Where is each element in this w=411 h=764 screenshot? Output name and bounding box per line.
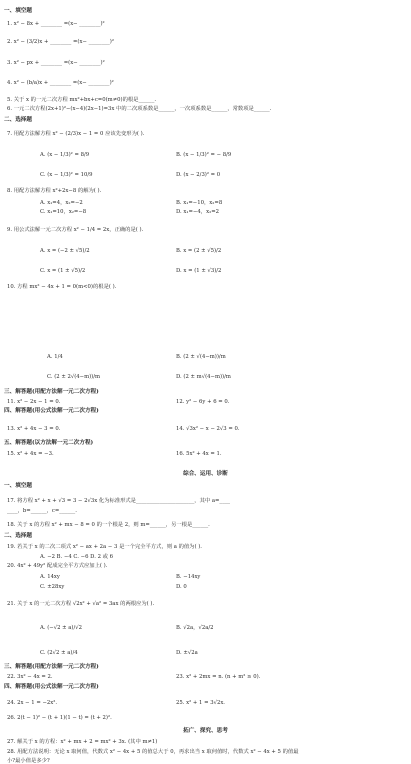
q7-option-d: D. (x − 2/3)² = 0: [176, 172, 221, 178]
question-5: 5. 关于 x 的一元二次方程 mx²+bx+c=0(m≠0)的根是______.: [7, 97, 157, 103]
q10-option-a: A. 1/4: [47, 354, 63, 360]
q8-option-b: B. x₁=−10，x₂=8: [176, 200, 223, 206]
q10-option-d: D. (2 ± m√(4−m))/m: [176, 374, 231, 380]
q7-option-b: B. (x − 1/3)² = − 8/9: [176, 152, 232, 158]
q9-option-c: C. x = (1 ± √5)/2: [40, 268, 86, 274]
cropped-header: [0, 0, 411, 3]
part2-choice-heading: 二、选择题: [4, 533, 32, 539]
question-17-cont: ____，b=______，c=______.: [7, 508, 77, 514]
question-24: 24. 2x − 1 = −2x².: [7, 700, 58, 706]
q9-option-b: B. x = (2 ± √5)/2: [176, 248, 222, 254]
question-15: 15. x² + 4x = −3.: [7, 451, 54, 457]
section-4-heading: 四、解答题(用公式法解一元二次方程): [4, 408, 99, 414]
q10-option-b: B. (2 ± √(4−m))/m: [176, 354, 226, 360]
q21-option-d: D. ±√2a: [176, 650, 198, 656]
q7-option-a: A. (x − 1/3)² = 8/9: [40, 152, 90, 158]
question-12: 12. y² − 6y + 6 = 0.: [176, 399, 230, 405]
question-21: 21. 关于 x 的一元二次方程 √2x² + √a² = 3ax 的两根应为( ).: [7, 601, 155, 607]
question-25: 25. x² + 1 = 3√2x.: [176, 700, 225, 706]
q10-option-c: C. (2 ± 2√(4−m))/m: [47, 374, 101, 380]
part3-title: 拓广、探究、思考: [183, 728, 228, 734]
section-5-heading: 五、解答题(以方法解一元二次方程): [4, 440, 94, 446]
question-28: 28. 用配方法说明：无论 x 取何值，代数式 x² − 4x + 5 的值总大于 0，再求出当 x 取何值时，代数式 x² − 4x + 5 的值最: [7, 749, 299, 755]
question-17: 17. 将方程 x² + x + √3 = 3 − 2√3x 化为标准形式是______________________，其中 a=____: [7, 498, 231, 504]
q8-option-a: A. x₁=4，x₂=−2: [40, 200, 83, 206]
part2-title: 综合、运用、诊断: [183, 471, 228, 477]
q20-option-b: B. −14xy: [176, 574, 201, 580]
question-7: 7. 用配方法解方程 x² − (2/3)x − 1 = 0 应该先变形为( ).: [7, 131, 145, 137]
q20-option-c: C. ±28xy: [40, 584, 65, 590]
question-23: 23. x² + 2mx = n. (n + m² ≥ 0).: [176, 674, 261, 680]
q21-option-b: B. √2a，√2a/2: [176, 625, 214, 631]
question-18: 18. 关于 x 的方程 x² + mx − 8 = 0 的一个根是 2，则 m=______，另一根是______.: [7, 522, 210, 528]
question-10: 10. 方程 mx² − 4x + 1 = 0(m<0)的根是( ).: [7, 284, 117, 290]
section-3-heading: 三、解答题(用配方法解一元二次方程): [4, 389, 99, 395]
q8-option-d: D. x₁=−4，x₂=2: [176, 209, 219, 215]
question-6: 6. 一元二次方程(2x+1)²−(x−4)(2x−1)=3x 中的二次项系数是______，一次项系数是______，常数项是______.: [7, 106, 272, 112]
q9-option-d: D. x = (1 ± √3)/2: [176, 268, 222, 274]
section-choice-heading: 二、选择题: [4, 117, 32, 123]
section-fill-heading: 一、填空题: [4, 8, 32, 14]
q9-option-a: A. x = (−2 ± √5)/2: [40, 248, 90, 254]
question-19: 19. 若关于 x 的二次二项式 x² − ax + 2a − 3 是一个完全平方式，则 a 的值为( ).: [7, 544, 202, 550]
q20-option-d: D. 0: [176, 584, 187, 590]
q21-option-c: C. (2√2 ± a)/4: [40, 650, 78, 656]
question-16: 16. 5x² + 4x = 1.: [176, 451, 222, 457]
question-1: 1. x² − 8x + ________ =(x− ________)²: [7, 21, 105, 27]
q8-option-c: C. x₁=10，x₂=−8: [40, 209, 87, 215]
question-2: 2. x² − (3/2)x + ________ =(x− ________)²: [7, 39, 114, 45]
part2-fill-heading: 一、填空题: [4, 483, 32, 489]
q20-option-a: A. 14xy: [40, 574, 60, 580]
question-11: 11. x² − 2x − 1 = 0.: [7, 399, 61, 405]
q19-options: A. −2 B. −4 C. −6 D. 2 或 6: [40, 554, 113, 560]
question-4: 4. x² − (b/a)x + ________ =(x− ________)²: [7, 80, 114, 86]
question-22: 22. 3x² − 4x = 2.: [7, 674, 53, 680]
part2-section-3-heading: 三、解答题(用配方法解一元二次方程): [4, 664, 99, 670]
question-14: 14. √3x² − x − 2√3 = 0.: [176, 426, 240, 432]
q7-option-c: C. (x − 1/3)² = 10/9: [40, 172, 93, 178]
question-20: 20. 4x² + 49y² 配成完全平方式应加上( ).: [7, 563, 108, 569]
question-8: 8. 用配方法解方程 x²+2x−8 的解为( ).: [7, 188, 102, 194]
question-13: 13. x² + 4x − 3 = 0.: [7, 426, 61, 432]
question-28-cont: 小?最小值是多少?: [7, 758, 50, 764]
question-3: 3. x² − px + ________ =(x− ________)²: [7, 60, 105, 66]
question-27: 27. 解关于 x 的方程：x² + mx + 2 = mx² + 3x. (其中 m≠1): [7, 739, 158, 745]
question-9: 9. 用公式法解一元二次方程 x² − 1/4 = 2x，正确的是( ).: [7, 227, 144, 233]
part2-section-4-heading: 四、解答题(用公式法解一元二次方程): [4, 684, 99, 690]
q21-option-a: A. (−√2 ± a)/√2: [40, 625, 83, 631]
question-26: 26. 2(t − 1)² − (t + 1)(1 − t) = (t + 2)².: [7, 715, 112, 721]
